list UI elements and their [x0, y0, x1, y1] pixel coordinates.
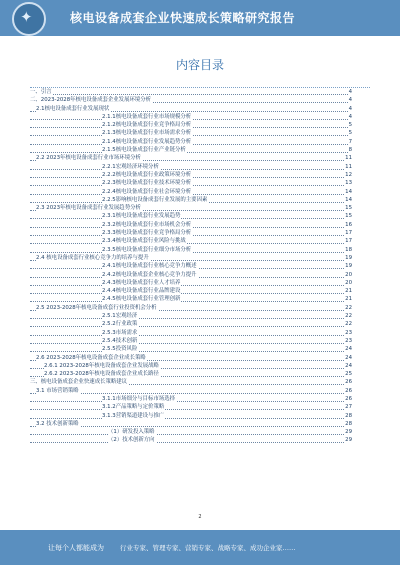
- dot-leader: [30, 293, 352, 294]
- toc-entry-page: 23: [345, 329, 352, 336]
- toc-entry-page: 29: [345, 429, 352, 436]
- toc-entry[interactable]: [30, 362, 352, 370]
- dot-leader: [30, 152, 352, 153]
- dot-leader: [30, 335, 352, 336]
- toc-entry-title: 2.1.4核电设备成套行业发展趋势分析: [102, 138, 192, 145]
- toc-entry[interactable]: [30, 295, 352, 303]
- dot-leader: [30, 169, 352, 170]
- toc-entry[interactable]: [30, 395, 352, 403]
- toc-entry-title: 2.4.4核电设备成套行业品牌建设: [102, 288, 181, 295]
- toc-entry-title: 2.3.5核电设备成套行业细分市场分析: [102, 246, 192, 253]
- dot-leader: [30, 401, 352, 402]
- toc-entry[interactable]: [30, 96, 352, 104]
- footer-bar: [0, 530, 400, 565]
- toc-entry-page: 17: [345, 238, 352, 245]
- toc-entry-title: 2.4.5核电设备成套行业管理创新: [102, 296, 181, 303]
- toc-entry-title: 2.5.1宏观经济: [102, 313, 138, 320]
- toc-entry[interactable]: [30, 221, 352, 229]
- toc-entry-page: 4: [348, 113, 352, 120]
- toc-entry-page: 22: [345, 313, 352, 320]
- toc-entry-page: 24: [345, 346, 352, 353]
- toc-entry-page: 18: [345, 246, 352, 253]
- toc-entry[interactable]: [30, 154, 352, 162]
- toc-entry[interactable]: [30, 279, 352, 287]
- dot-leader: [30, 343, 352, 344]
- toc-entry-page: 19: [345, 254, 352, 261]
- toc-entry-page: 14: [345, 188, 352, 195]
- dot-leader: [30, 326, 352, 327]
- dot-leader: [30, 318, 352, 319]
- toc-entry[interactable]: [30, 171, 352, 179]
- toc-entry-title: 2.4.2核电设备成套企业核心竞争力提升: [102, 271, 197, 278]
- dot-leader: [30, 409, 352, 410]
- toc-entry-title: 2.1.2核电设备成套行业竞争格局分析: [102, 122, 192, 129]
- toc-entry-title: 2.1.3核电设备成套行业市场需求分析: [102, 130, 192, 137]
- toc-entry-page: 15: [345, 205, 352, 212]
- toc-entry[interactable]: [30, 88, 352, 96]
- toc-entry-page: 29: [345, 437, 352, 444]
- toc-entry-page: 4: [348, 105, 352, 112]
- toc-entry[interactable]: [30, 271, 352, 279]
- toc-entry-page: 14: [345, 196, 352, 203]
- header-bar: [0, 0, 400, 36]
- toc-entry[interactable]: [30, 113, 352, 121]
- toc-entry[interactable]: [30, 304, 352, 312]
- toc-entry-page: 22: [345, 304, 352, 311]
- toc-entry-page: 13: [345, 180, 352, 187]
- toc-entry-page: 26: [345, 395, 352, 402]
- toc-entry-title: 2.1核电设备成套行业发展现状: [36, 105, 110, 112]
- toc-entry[interactable]: [30, 129, 352, 137]
- toc-entry-title: 2.5.3市场需求: [102, 329, 138, 336]
- toc-entry-page: 22: [345, 321, 352, 328]
- toc-entry[interactable]: [30, 320, 352, 328]
- toc-entry-page: 11: [345, 163, 352, 170]
- dot-leader: [30, 243, 352, 244]
- toc-entry-title: 3.2 技术创新策略: [36, 420, 79, 427]
- logo-icon: ✦: [12, 2, 46, 36]
- dot-leader: [30, 434, 352, 435]
- page-number: 2: [198, 514, 202, 520]
- toc-entry[interactable]: [30, 254, 352, 262]
- toc-entry-page: 27: [345, 404, 352, 411]
- toc-entry[interactable]: [30, 337, 352, 345]
- toc-entry[interactable]: [30, 354, 352, 362]
- toc-entry-title: 2.4.3核电设备成套行业人才培养: [102, 279, 181, 286]
- toc-entry-title: 2.5.2行业政策: [102, 321, 138, 328]
- dot-leader: [30, 301, 352, 302]
- toc-entry-title: 2.5.5投资风险: [102, 346, 138, 353]
- toc-entry-title: 2.3.3核电设备成套行业竞争格局分析: [102, 230, 192, 237]
- toc-entry-page: 5: [348, 130, 352, 137]
- toc-entry-page: 21: [345, 296, 352, 303]
- toc-entry[interactable]: [30, 287, 352, 295]
- toc-entry-page: 11: [345, 155, 352, 162]
- toc-entry-page: 7: [348, 138, 352, 145]
- toc-entry[interactable]: [30, 436, 352, 444]
- toc-entry-page: 15: [345, 213, 352, 220]
- toc-heading: 内容目录: [175, 58, 224, 72]
- toc-entry[interactable]: [30, 420, 352, 428]
- toc-entry-title: 2.2.1宏观经济环境分析: [102, 163, 159, 170]
- toc-entry-title: 2.4.1核电设备成套行业核心竞争力概述: [102, 263, 197, 270]
- toc-entry[interactable]: [30, 312, 352, 320]
- dot-leader: [30, 285, 352, 286]
- toc-entry-title: 2.2.3核电设备成套行业技术环境分析: [102, 180, 192, 187]
- toc-entry-title: 2.5.4技术创新: [102, 337, 138, 344]
- toc-entry[interactable]: [30, 345, 352, 353]
- toc-entry[interactable]: [30, 196, 352, 204]
- toc-entry-title: 一、引言: [30, 89, 52, 95]
- toc-entry-page: 23: [345, 337, 352, 344]
- toc-entry-title: 2.1.1核电设备成套行业市场规模分析: [102, 113, 192, 120]
- toc-entry-page: 20: [345, 279, 352, 286]
- toc-entry-title: （2）技术创新方向: [108, 437, 155, 444]
- toc-entry-page: 24: [345, 362, 352, 369]
- toc-entry[interactable]: [30, 403, 352, 411]
- dot-leader: [30, 351, 352, 352]
- toc-entry[interactable]: [30, 387, 352, 395]
- toc-entry-title: 三、核电设备成套企业快速成长策略建议: [30, 379, 128, 386]
- toc-entry[interactable]: [30, 246, 352, 254]
- toc-entry-title: （1）研发投入策略: [108, 429, 155, 436]
- toc-entry[interactable]: [30, 163, 352, 171]
- toc-entry-page: 12: [345, 171, 352, 178]
- toc-entry-title: 2.2.2核电设备成套行业政策环境分析: [102, 171, 192, 178]
- dot-leader: [30, 218, 352, 219]
- toc-entry-page: 21: [345, 288, 352, 295]
- toc-entry[interactable]: [30, 262, 352, 270]
- toc-entry[interactable]: [30, 229, 352, 237]
- toc-entry[interactable]: [30, 179, 352, 187]
- toc-entry[interactable]: [30, 412, 352, 420]
- toc-entry-title: 2.5 2023-2028年核电设备成套行业投资机会分析: [36, 304, 157, 311]
- dot-leader: [30, 418, 352, 419]
- toc-entry-title: 2.2.4核电设备成套行业社会环境分析: [102, 188, 192, 195]
- toc-entry-page: 16: [345, 221, 352, 228]
- toc-entry[interactable]: [30, 146, 352, 154]
- toc-entry-page: 26: [345, 387, 352, 394]
- toc-entry-title: 2.6.1 2023-2028年核电设备成套企业发展战略: [44, 362, 159, 369]
- toc-entry-page: 26: [345, 379, 352, 386]
- toc-entry-page: 4: [348, 89, 352, 95]
- toc-entry-title: 二、2023-2028年核电设备成套企业发展环境分析: [30, 97, 152, 104]
- toc-entry[interactable]: [30, 237, 352, 245]
- toc-entry-title: 2.3 2023年核电设备成套行业发展趋势分析: [36, 205, 141, 212]
- report-title: 核电设备成套企业快速成长策略研究报告: [70, 11, 296, 25]
- toc-entry-title: 2.3.2核电设备成套行业市场机会分析: [102, 221, 192, 228]
- toc-entry-page: 28: [345, 412, 352, 419]
- toc-entry-title: 3.1 市场营销策略: [36, 387, 79, 394]
- toc-entry-title: 2.3.1核电设备成套行业发展趋势: [102, 213, 181, 220]
- toc-entry-title: 3.1.2产品策略与定价策略: [102, 404, 165, 411]
- table-of-contents: [30, 88, 352, 445]
- toc-entry-title: 2.2.5影响核电设备成套行业发展的主要因素: [102, 196, 208, 203]
- toc-entry-page: 8: [348, 147, 352, 154]
- toc-entry[interactable]: [30, 329, 352, 337]
- toc-entry-title: 3.1.3营销渠道建设与推广: [102, 412, 165, 419]
- toc-entry-title: 3.1.1市场细分与目标市场选择: [102, 395, 176, 402]
- toc-entry-title: 2.6 2023-2028年核电设备成套企业成长策略: [36, 354, 146, 361]
- toc-entry[interactable]: [30, 105, 352, 113]
- toc-entry[interactable]: [30, 370, 352, 378]
- toc-entry-title: 2.6.2 2023-2028年核电设备成套企业成长路径: [44, 371, 159, 378]
- toc-entry[interactable]: [30, 188, 352, 196]
- toc-entry-page: 24: [345, 354, 352, 361]
- toc-entry-title: 2.2 2023年核电设备成套行业市场环境分析: [36, 155, 141, 162]
- toc-entry[interactable]: [30, 428, 352, 436]
- toc-entry-title: 2.1.5核电设备成套行业产业链分析: [102, 147, 186, 154]
- toc-entry-page: 28: [345, 420, 352, 427]
- footer-roles: 行业专家、管理专家、营销专家、战略专家、成功企业家……: [120, 544, 296, 552]
- toc-entry-page: 20: [345, 271, 352, 278]
- toc-entry-page: 4: [348, 97, 352, 104]
- toc-entry[interactable]: [30, 121, 352, 129]
- toc-entry[interactable]: [30, 378, 352, 386]
- toc-entry-page: 5: [348, 122, 352, 129]
- footer-slogan: 让每个人都能成为: [48, 544, 104, 552]
- toc-entry[interactable]: [30, 138, 352, 146]
- toc-entry[interactable]: [30, 212, 352, 220]
- toc-entry-page: 17: [345, 230, 352, 237]
- toc-entry-page: 19: [345, 263, 352, 270]
- dot-leader: [30, 442, 352, 443]
- dot-leader: [30, 94, 352, 95]
- toc-entry-title: 2.3.4核电设备成套行业风险与挑战: [102, 238, 186, 245]
- toc-entry-page: 25: [345, 371, 352, 378]
- toc-entry-title: 2.4 核电设备成套行业核心竞争力的培养与提升: [36, 254, 149, 261]
- toc-entry[interactable]: [30, 204, 352, 212]
